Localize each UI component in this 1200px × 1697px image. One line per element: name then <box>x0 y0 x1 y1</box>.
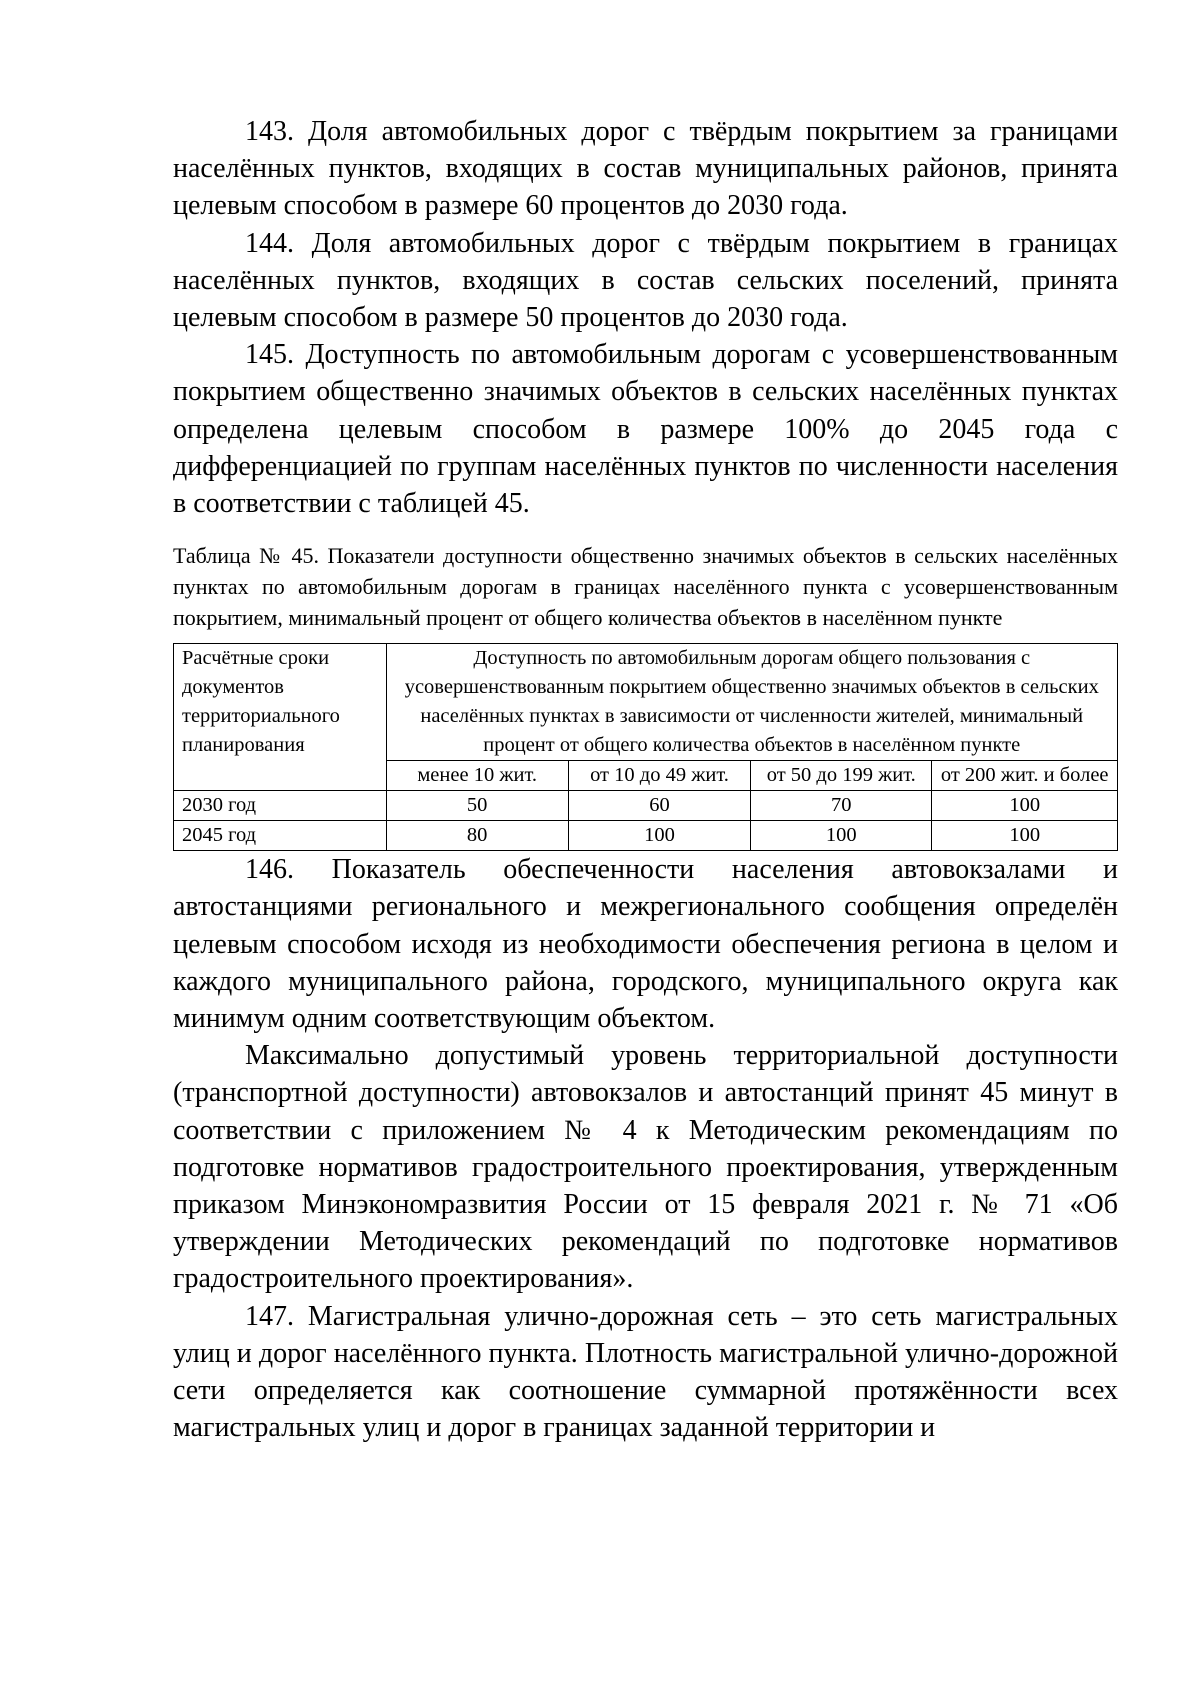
table-cell: 60 <box>568 791 750 821</box>
table-cell: 100 <box>568 821 750 851</box>
table-cell: 50 <box>386 791 568 821</box>
table-cell: 70 <box>751 791 932 821</box>
column-header: от 200 жит. и более <box>932 761 1118 791</box>
table-row <box>174 791 1118 821</box>
table-cell: 80 <box>386 821 568 851</box>
document-body <box>173 113 1118 1446</box>
column-header: менее 10 жит. <box>386 761 568 791</box>
indicator-table <box>173 643 1118 851</box>
paragraph-147: 147. Магистральная улично-дорожная сеть – это сеть магистральных улиц и дорог населённого пункта. Плотность магистральной улично-дорожной сети определяется как соотношение суммарной протяжённости всех магистральных улиц и дорог в границах заданной территории и <box>173 1300 1118 1444</box>
table-row <box>174 821 1118 851</box>
table-cell: 100 <box>932 791 1118 821</box>
paragraph-144: 144. Доля автомобильных дорог с твёрдым покрытием в границах населённых пунктов, входящих в состав сельских поселений, принята целевым способом в размере 50 процентов до 2030 года. <box>173 227 1118 334</box>
column-header: от 50 до 199 жит. <box>751 761 932 791</box>
header-group-label: Доступность по автомобильным дорогам общего пользования с усовершенствованным покрытием общественно значимых объектов в сельских населённых пунктах в зависимости от численности жителей, минимальный процент от общего количества объектов в населённом пункте <box>386 644 1117 761</box>
table-caption: Таблица № 45. Показатели доступности общественно значимых объектов в сельских населённых пунктах по автомобильным дорогам в границах населённого пункта с усовершенствованным покрытием, минимальный процент от общего количества объектов в населённом пункте <box>173 543 1118 631</box>
header-row-label: Расчётные сроки документов территориального планирования <box>174 644 387 791</box>
paragraph-143: 143. Доля автомобильных дорог с твёрдым покрытием за границами населённых пунктов, входящих в состав муниципальных районов, принята целевым способом в размере 60 процентов до 2030 года. <box>173 116 1118 222</box>
column-header: от 10 до 49 жит. <box>568 761 750 791</box>
row-label: 2030 год <box>174 791 387 821</box>
table-cell: 100 <box>932 821 1118 851</box>
table-header-row <box>174 644 1118 761</box>
row-label: 2045 год <box>174 821 387 851</box>
paragraph-146: 146. Показатель обеспеченности населения автовокзалами и автостанциями регионального и межрегионального сообщения определён целевым способом исходя из необходимости обеспечения региона в целом и каждого муниципального района, городского, муниципального округа как минимум одним соответствующим объектом. <box>173 854 1118 1035</box>
paragraph-transport-access: Максимально допустимый уровень территориальной доступности (транспортной доступности) автовокзалов и автостанций принят 45 минут в соответствии с приложением № 4 к Методическим рекомендациям по подготовке нормативов градостроительного проектирования, утвержденным приказом Минэкономразвития России от 15 февраля 2021 г. № 71 «Об утверждении Методических рекомендаций по подготовке нормативов градостроительного проектирования». <box>173 1040 1118 1295</box>
table-cell: 100 <box>751 821 932 851</box>
paragraph-145: 145. Доступность по автомобильным дорогам с усовершенствованным покрытием общественно значимых объектов в сельских населённых пунктах определена целевым способом в размере 100% до 2045 года с дифференциацией по группам населённых пунктов по численности населения в соответствии с таблицей 45. <box>173 339 1118 520</box>
